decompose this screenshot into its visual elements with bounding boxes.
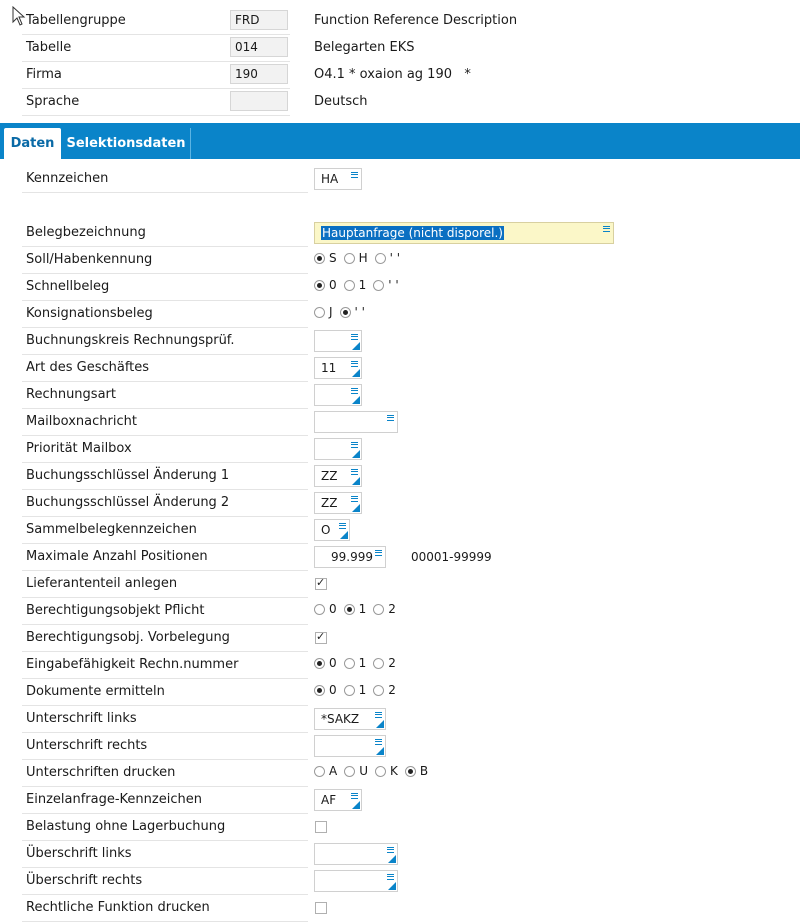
row-eingabe-rechn <box>22 651 308 679</box>
konsignation-option-j[interactable] <box>314 305 333 319</box>
header-row-firma <box>22 61 290 89</box>
berecht-vorbelegung-label: Berechtigungsobj. Vorbelegung <box>26 630 230 645</box>
radio-icon[interactable] <box>314 658 325 669</box>
lieferantenteil-checkbox[interactable] <box>315 578 327 590</box>
radio-icon[interactable] <box>373 685 384 696</box>
dropdown-corner-icon[interactable] <box>376 720 384 728</box>
tabelle-field: 014 <box>230 37 288 57</box>
row-unterschrift-links <box>22 705 308 733</box>
max-positionen-value: 99.999 <box>331 550 373 564</box>
max-positionen-field[interactable] <box>314 546 386 568</box>
bs-aenderung-1-field[interactable] <box>314 465 362 487</box>
header-row-tabelle <box>22 34 290 62</box>
radio-label: 2 <box>388 683 396 697</box>
kennzeichen-label: Kennzeichen <box>26 171 109 186</box>
radio-label: 0 <box>329 278 337 292</box>
ueberschrift-rechts-label: Überschrift rechts <box>26 873 143 888</box>
radio-label: B <box>419 764 429 778</box>
row-prio-mailbox <box>22 435 308 463</box>
tabelle-desc: Belegarten EKS <box>314 40 415 55</box>
dropdown-corner-icon[interactable] <box>352 396 360 404</box>
radio-label: 0 <box>329 602 337 616</box>
radio-icon[interactable] <box>375 253 386 264</box>
menu-icon[interactable] <box>375 712 382 718</box>
berecht-pflicht-label: Berechtigungsobjekt Pflicht <box>26 603 205 618</box>
header-label: Tabelle <box>26 40 72 55</box>
belegbezeichnung-label: Belegbezeichnung <box>26 225 146 240</box>
prio-mailbox-field[interactable] <box>314 438 362 460</box>
eingabe-rechn-option-2[interactable] <box>373 656 396 670</box>
eingabe-rechn-radio-group <box>314 656 403 670</box>
row-berecht-vorbelegung <box>22 624 308 652</box>
dropdown-corner-icon[interactable] <box>352 450 360 458</box>
unterschriften-drucken-option-u[interactable] <box>344 764 368 778</box>
menu-icon[interactable] <box>339 523 346 529</box>
row-buchungskreis <box>22 327 308 355</box>
dokumente-label: Dokumente ermitteln <box>26 684 165 699</box>
tab-daten[interactable]: Daten <box>4 128 61 159</box>
eingabe-rechn-option-0[interactable] <box>314 656 337 670</box>
row-bs-aenderung-1 <box>22 462 308 490</box>
menu-icon[interactable] <box>387 847 394 853</box>
radio-label: S <box>329 251 337 265</box>
buchungskreis-field[interactable] <box>314 330 362 352</box>
soll-haben-option-blank[interactable] <box>375 251 400 265</box>
unterschriften-drucken-option-k[interactable] <box>375 764 398 778</box>
dokumente-option-0[interactable] <box>314 683 337 697</box>
bs-aenderung-1-value: ZZ <box>321 469 338 483</box>
menu-icon[interactable] <box>351 388 358 394</box>
ueberschrift-rechts-field[interactable] <box>314 870 398 892</box>
radio-icon[interactable] <box>340 307 351 318</box>
schnellbeleg-radio-group <box>314 278 406 292</box>
bs-aenderung-2-value: ZZ <box>321 496 338 510</box>
row-ueberschrift-rechts <box>22 867 308 895</box>
radio-label: ' ' <box>354 305 365 319</box>
schnellbeleg-label: Schnellbeleg <box>26 279 110 294</box>
radio-icon[interactable] <box>373 658 384 669</box>
konsignation-radio-group <box>314 305 372 319</box>
menu-icon[interactable] <box>351 334 358 340</box>
berecht-pflicht-option-2[interactable] <box>373 602 396 616</box>
row-mailbox <box>22 408 308 436</box>
row-konsignation <box>22 300 308 328</box>
schnellbeleg-option-blank[interactable] <box>373 278 398 292</box>
berecht-pflicht-option-1[interactable] <box>344 602 367 616</box>
unterschrift-links-field[interactable] <box>314 708 386 730</box>
belastung-checkbox[interactable] <box>315 821 327 833</box>
menu-icon[interactable] <box>351 496 358 502</box>
rechtliche-funktion-label: Rechtliche Funktion drucken <box>26 900 210 915</box>
radio-icon[interactable] <box>314 604 325 615</box>
radio-label: ' ' <box>388 278 399 292</box>
sammelbeleg-value: O <box>321 523 331 537</box>
radio-icon[interactable] <box>373 604 384 615</box>
radio-icon[interactable] <box>314 685 325 696</box>
tab-selektionsdaten[interactable]: Selektionsdaten <box>62 128 191 159</box>
art-geschaeft-field[interactable] <box>314 357 362 379</box>
menu-icon[interactable] <box>351 361 358 367</box>
sprache-field <box>230 91 288 111</box>
row-sammelbeleg <box>22 516 308 544</box>
unterschrift-rechts-field[interactable] <box>314 735 386 757</box>
mailbox-field[interactable] <box>314 411 398 433</box>
dokumente-radio-group <box>314 683 403 697</box>
belegbezeichnung-value: Hauptanfrage (nicht disporel.) <box>322 226 503 240</box>
row-unterschriften-drucken <box>22 759 308 787</box>
radio-icon[interactable] <box>344 766 355 777</box>
max-positionen-range: 00001-99999 <box>411 550 492 564</box>
firma-field: 190 <box>230 64 288 84</box>
prio-mailbox-label: Priorität Mailbox <box>26 441 132 456</box>
header-label: Tabellengruppe <box>26 13 126 28</box>
berecht-pflicht-option-0[interactable] <box>314 602 337 616</box>
lieferantenteil-label: Lieferantenteil anlegen <box>26 576 178 591</box>
sprache-desc: Deutsch <box>314 94 368 109</box>
radio-label: 2 <box>388 656 396 670</box>
eingabe-rechn-option-1[interactable] <box>344 656 367 670</box>
max-positionen-label: Maximale Anzahl Positionen <box>26 549 208 564</box>
radio-icon[interactable] <box>314 307 325 318</box>
art-geschaeft-value: 11 <box>321 361 337 375</box>
bs-aenderung-2-label: Buchungsschlüssel Änderung 2 <box>26 495 230 510</box>
ueberschrift-links-label: Überschrift links <box>26 846 132 861</box>
radio-icon[interactable] <box>314 253 325 264</box>
buchungskreis-label: Buchnungskreis Rechnungsprüf. <box>26 333 235 348</box>
eingabe-rechn-label: Eingabefähigkeit Rechn.nummer <box>26 657 239 672</box>
header-label: Sprache <box>26 94 80 109</box>
header-row-tabellengruppe <box>22 7 290 35</box>
art-geschaeft-label: Art des Geschäftes <box>26 360 150 375</box>
unterschriften-drucken-radio-group <box>314 764 435 778</box>
bs-aenderung-1-label: Buchungsschlüssel Änderung 1 <box>26 468 230 483</box>
row-kennzeichen <box>22 165 308 193</box>
menu-icon[interactable] <box>387 415 394 421</box>
berecht-pflicht-radio-group <box>314 602 403 616</box>
row-max-positionen <box>22 543 308 571</box>
radio-label: A <box>329 764 338 778</box>
radio-icon[interactable] <box>344 685 355 696</box>
row-belegbezeichnung <box>22 219 308 247</box>
radio-label: J <box>329 305 333 319</box>
soll-haben-label: Soll/Habenkennung <box>26 252 153 267</box>
soll-haben-option-s[interactable] <box>314 251 337 265</box>
dropdown-corner-icon[interactable] <box>352 504 360 512</box>
row-bs-aenderung-2 <box>22 489 308 517</box>
radio-label: K <box>390 764 398 778</box>
sammelbeleg-label: Sammelbelegkennzeichen <box>26 522 197 537</box>
radio-icon[interactable] <box>344 280 355 291</box>
kennzeichen-value: HA <box>321 172 339 186</box>
kennzeichen-field[interactable] <box>314 168 362 190</box>
dropdown-corner-icon[interactable] <box>340 531 348 539</box>
row-soll-haben <box>22 246 308 274</box>
dropdown-corner-icon[interactable] <box>376 747 384 755</box>
dropdown-corner-icon[interactable] <box>388 855 396 863</box>
menu-icon[interactable] <box>351 172 358 178</box>
radio-icon[interactable] <box>344 658 355 669</box>
menu-icon[interactable] <box>387 874 394 880</box>
einzelanfrage-value: AF <box>321 793 337 807</box>
radio-label: U <box>359 764 369 778</box>
header-label: Firma <box>26 67 62 82</box>
bs-aenderung-2-field[interactable] <box>314 492 362 514</box>
soll-haben-radio-group <box>314 251 407 265</box>
unterschrift-links-label: Unterschrift links <box>26 711 137 726</box>
dokumente-option-1[interactable] <box>344 683 367 697</box>
radio-label: 0 <box>329 683 337 697</box>
row-rechnungsart <box>22 381 308 409</box>
unterschrift-links-value: *SAKZ <box>321 712 360 726</box>
rechnungsart-label: Rechnungsart <box>26 387 116 402</box>
radio-label: 1 <box>358 656 367 670</box>
dropdown-corner-icon[interactable] <box>352 342 360 350</box>
tabellengruppe-field: FRD <box>230 10 288 30</box>
radio-icon[interactable] <box>344 604 355 615</box>
menu-icon[interactable] <box>351 469 358 475</box>
schnellbeleg-option-0[interactable] <box>314 278 337 292</box>
belegbezeichnung-field[interactable] <box>314 222 614 244</box>
berecht-vorbelegung-checkbox[interactable] <box>315 632 327 644</box>
row-schnellbeleg <box>22 273 308 301</box>
mailbox-label: Mailboxnachricht <box>26 414 137 429</box>
row-ueberschrift-links <box>22 840 308 868</box>
radio-label: H <box>358 251 368 265</box>
radio-icon[interactable] <box>314 766 325 777</box>
dropdown-corner-icon[interactable] <box>352 801 360 809</box>
einzelanfrage-label: Einzelanfrage-Kennzeichen <box>26 792 202 807</box>
row-berecht-pflicht <box>22 597 308 625</box>
schnellbeleg-option-1[interactable] <box>344 278 367 292</box>
menu-icon[interactable] <box>375 550 382 556</box>
row-belastung <box>22 813 308 841</box>
row-unterschrift-rechts <box>22 732 308 760</box>
belastung-label: Belastung ohne Lagerbuchung <box>26 819 226 834</box>
unterschriften-drucken-option-a[interactable] <box>314 764 337 778</box>
einzelanfrage-field[interactable] <box>314 789 362 811</box>
radio-label: ' ' <box>389 251 401 265</box>
tabellengruppe-desc: Function Reference Description <box>314 13 518 28</box>
radio-icon[interactable] <box>373 280 384 291</box>
row-lieferantenteil <box>22 570 308 598</box>
menu-icon[interactable] <box>351 793 358 799</box>
radio-icon[interactable] <box>375 766 386 777</box>
rechtliche-funktion-checkbox[interactable] <box>315 902 327 914</box>
konsignation-option-blank[interactable] <box>340 305 365 319</box>
radio-label: 1 <box>358 278 367 292</box>
unterschriften-drucken-option-b[interactable] <box>405 764 428 778</box>
sammelbeleg-field[interactable] <box>314 519 350 541</box>
dropdown-corner-icon[interactable] <box>352 369 360 377</box>
firma-desc: O4.1 * oxaion ag 190 * <box>314 67 471 82</box>
row-einzelanfrage <box>22 786 308 814</box>
radio-icon[interactable] <box>314 280 325 291</box>
menu-icon[interactable] <box>375 739 382 745</box>
dropdown-corner-icon[interactable] <box>352 477 360 485</box>
row-dokumente <box>22 678 308 706</box>
radio-icon[interactable] <box>405 766 416 777</box>
dokumente-option-2[interactable] <box>373 683 396 697</box>
rechnungsart-field[interactable] <box>314 384 362 406</box>
unterschriften-drucken-label: Unterschriften drucken <box>26 765 176 780</box>
konsignation-label: Konsignationsbeleg <box>26 306 153 321</box>
radio-label: 2 <box>388 602 396 616</box>
tab-bar <box>0 123 800 159</box>
soll-haben-option-h[interactable] <box>344 251 368 265</box>
row-rechtliche-funktion <box>22 894 308 922</box>
ueberschrift-links-field[interactable] <box>314 843 398 865</box>
menu-icon[interactable] <box>351 442 358 448</box>
row-art-geschaeft <box>22 354 308 382</box>
radio-label: 0 <box>329 656 337 670</box>
radio-label: 1 <box>358 602 367 616</box>
menu-icon[interactable] <box>603 226 610 232</box>
radio-label: 1 <box>358 683 367 697</box>
radio-icon[interactable] <box>344 253 355 264</box>
dropdown-corner-icon[interactable] <box>388 882 396 890</box>
unterschrift-rechts-label: Unterschrift rechts <box>26 738 148 753</box>
header-row-sprache <box>22 88 290 116</box>
